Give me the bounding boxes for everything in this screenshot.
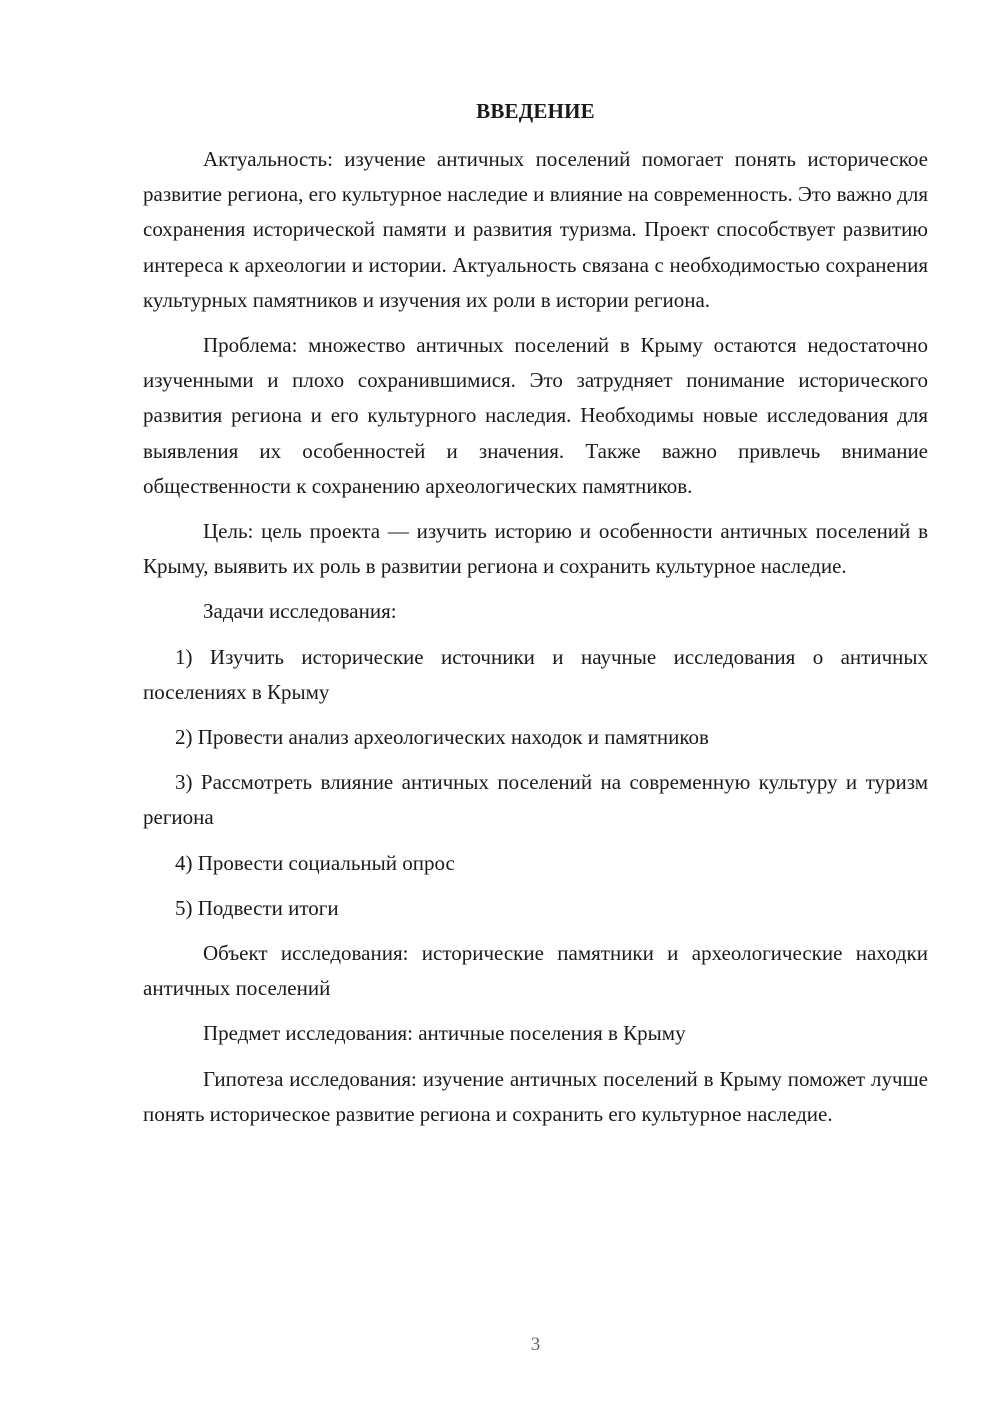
task-item-3: 3) Рассмотреть влияние античных поселений на современную культуру и туризм региона [143,770,928,830]
task-item-2: 2) Провести анализ археологических находок и памятников [175,725,709,750]
paragraph-subject: Предмет исследования: античные поселения в Крыму [203,1021,686,1046]
paragraph-relevance: Актуальность: изучение античных поселений помогает понять историческое развитие региона, его культурное наследие и влияние на современность. Это важно для сохранения исторической памяти и развития туризма. Проект способствует развитию интереса к археологии и истории. Актуальность связана с необходимостью сохранения культурных памятников и изучения их роли в истории региона. [143,147,928,312]
task-item-5: 5) Подвести итоги [175,895,339,920]
paragraph-problem: Проблема: множество античных поселений в Крыму остаются недостаточно изученными и плохо сохранившимися. Это затрудняет понимание исторического развития региона и его культурного наследия. Необходимы новые исследования для выявления их особенностей и значения. Также важно привлечь внимание общественности к сохранению археологических памятников. [143,333,928,498]
task-item-1: 1) Изучить исторические источники и научные исследования о античных поселениях в Крыму [143,644,928,704]
task-item-4: 4) Провести социальный опрос [175,850,455,875]
page-number: 3 [530,1334,541,1355]
section-title: ВВЕДЕНИЕ [476,99,595,123]
paragraph-tasks-heading: Задачи исследования: [203,599,397,624]
paragraph-goal: Цель: цель проекта — изучить историю и особенности античных поселений в Крыму, выявить их роль в развитии региона и сохранить культурное наследие. [143,519,928,579]
document-body [143,142,928,1142]
paragraph-hypothesis: Гипотеза исследования: изучение античных поселений в Крыму поможет лучше понять историческое развитие региона и сохранить его культурное наследие. [143,1066,928,1126]
paragraph-object: Объект исследования: исторические памятники и археологические находки античных поселений [143,941,928,1001]
document-page [143,0,928,1414]
